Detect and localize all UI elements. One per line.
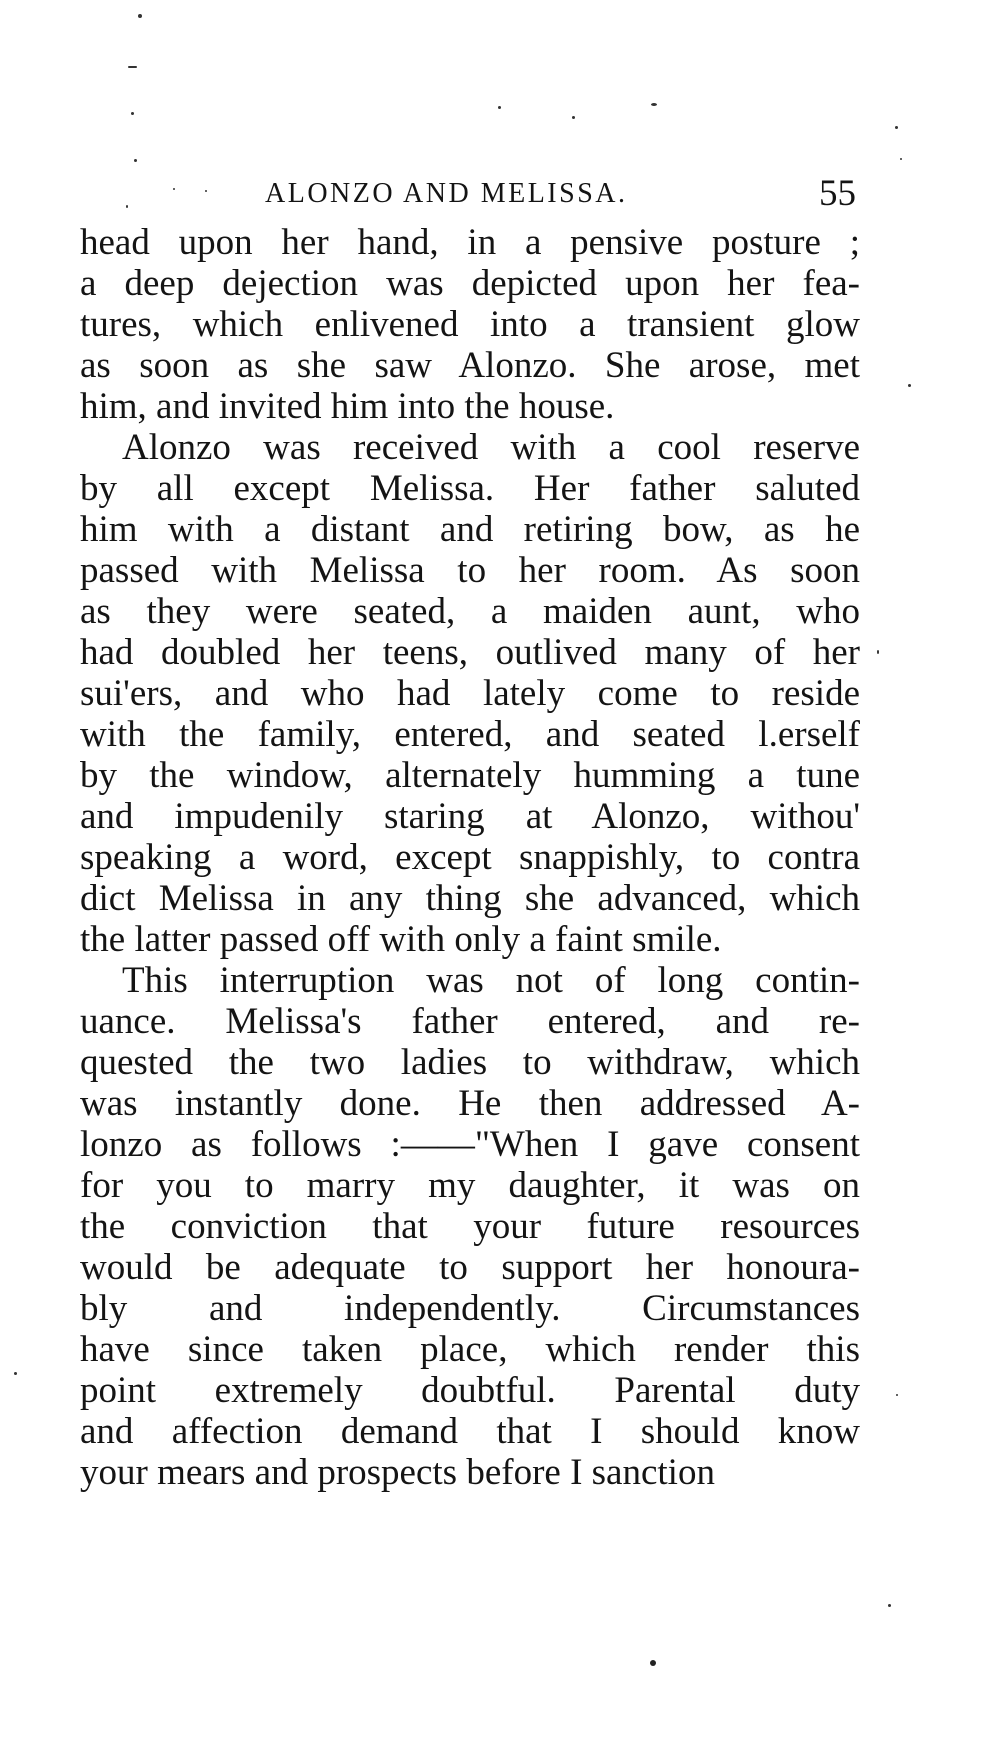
print-speck <box>877 650 879 654</box>
text-line: with the family, entered, and seated l.erself <box>80 714 860 755</box>
text-line: sui'ers, and who had lately come to reside <box>80 673 860 714</box>
body-text <box>80 222 860 1493</box>
text-line: and affection demand that I should know <box>80 1411 860 1452</box>
text-line: This interruption was not of long contin- <box>122 960 860 1001</box>
text-line: Alonzo was received with a cool reserve <box>122 427 860 468</box>
running-title: ALONZO AND MELISSA. <box>265 178 628 209</box>
print-speck <box>128 66 137 68</box>
text-line: for you to marry my daughter, it was on <box>80 1165 860 1206</box>
paragraph <box>80 222 860 427</box>
text-line: a deep dejection was depicted upon her fea- <box>80 263 860 304</box>
print-speck <box>650 1660 656 1666</box>
text-line: was instantly done. He then addressed A- <box>80 1083 860 1124</box>
text-line: as soon as she saw Alonzo. She arose, met <box>80 345 860 386</box>
text-line: had doubled her teens, outlived many of her <box>80 632 860 673</box>
text-line: would be adequate to support her honoura- <box>80 1247 860 1288</box>
text-line: have since taken place, which render this <box>80 1329 860 1370</box>
text-line: by all except Melissa. Her father saluted <box>80 468 860 509</box>
print-speck <box>131 112 134 115</box>
text-line: tures, which enlivened into a transient glow <box>80 304 860 345</box>
text-line: your mears and prospects before I sanction <box>80 1452 715 1493</box>
page-number: 55 <box>819 173 856 214</box>
paragraph <box>80 427 860 960</box>
text-line: uance. Melissa's father entered, and re- <box>80 1001 860 1042</box>
text-line: speaking a word, except snappishly, to contra <box>80 837 860 878</box>
text-line: point extremely doubtful. Parental duty <box>80 1370 860 1411</box>
text-line: quested the two ladies to withdraw, which <box>80 1042 860 1083</box>
text-line: him, and invited him into the house. <box>80 386 615 427</box>
print-speck <box>498 106 501 109</box>
print-speck <box>134 159 137 162</box>
text-line: by the window, alternately humming a tune <box>80 755 860 796</box>
print-speck <box>651 103 657 106</box>
print-speck <box>888 1604 891 1607</box>
text-line: him with a distant and retiring bow, as he <box>80 509 860 550</box>
print-speck <box>14 1372 17 1375</box>
text-line: the conviction that your future resources <box>80 1206 860 1247</box>
print-speck <box>895 126 898 129</box>
print-speck <box>896 1394 898 1396</box>
running-head <box>80 172 860 218</box>
text-line: lonzo as follows :——"When I gave consent <box>80 1124 860 1165</box>
text-line: head upon her hand, in a pensive posture ; <box>80 222 860 263</box>
print-speck <box>908 384 911 387</box>
text-line: passed with Melissa to her room. As soon <box>80 550 860 591</box>
text-line: dict Melissa in any thing she advanced, which <box>80 878 860 919</box>
print-speck <box>572 116 575 119</box>
paragraph <box>80 960 860 1493</box>
text-line: the latter passed off with only a faint smile. <box>80 919 722 960</box>
text-line: as they were seated, a maiden aunt, who <box>80 591 860 632</box>
text-line: and impudenily staring at Alonzo, withou' <box>80 796 860 837</box>
print-speck <box>138 14 142 18</box>
text-line: bly and independently. Circumstances <box>80 1288 860 1329</box>
print-speck <box>900 158 902 160</box>
